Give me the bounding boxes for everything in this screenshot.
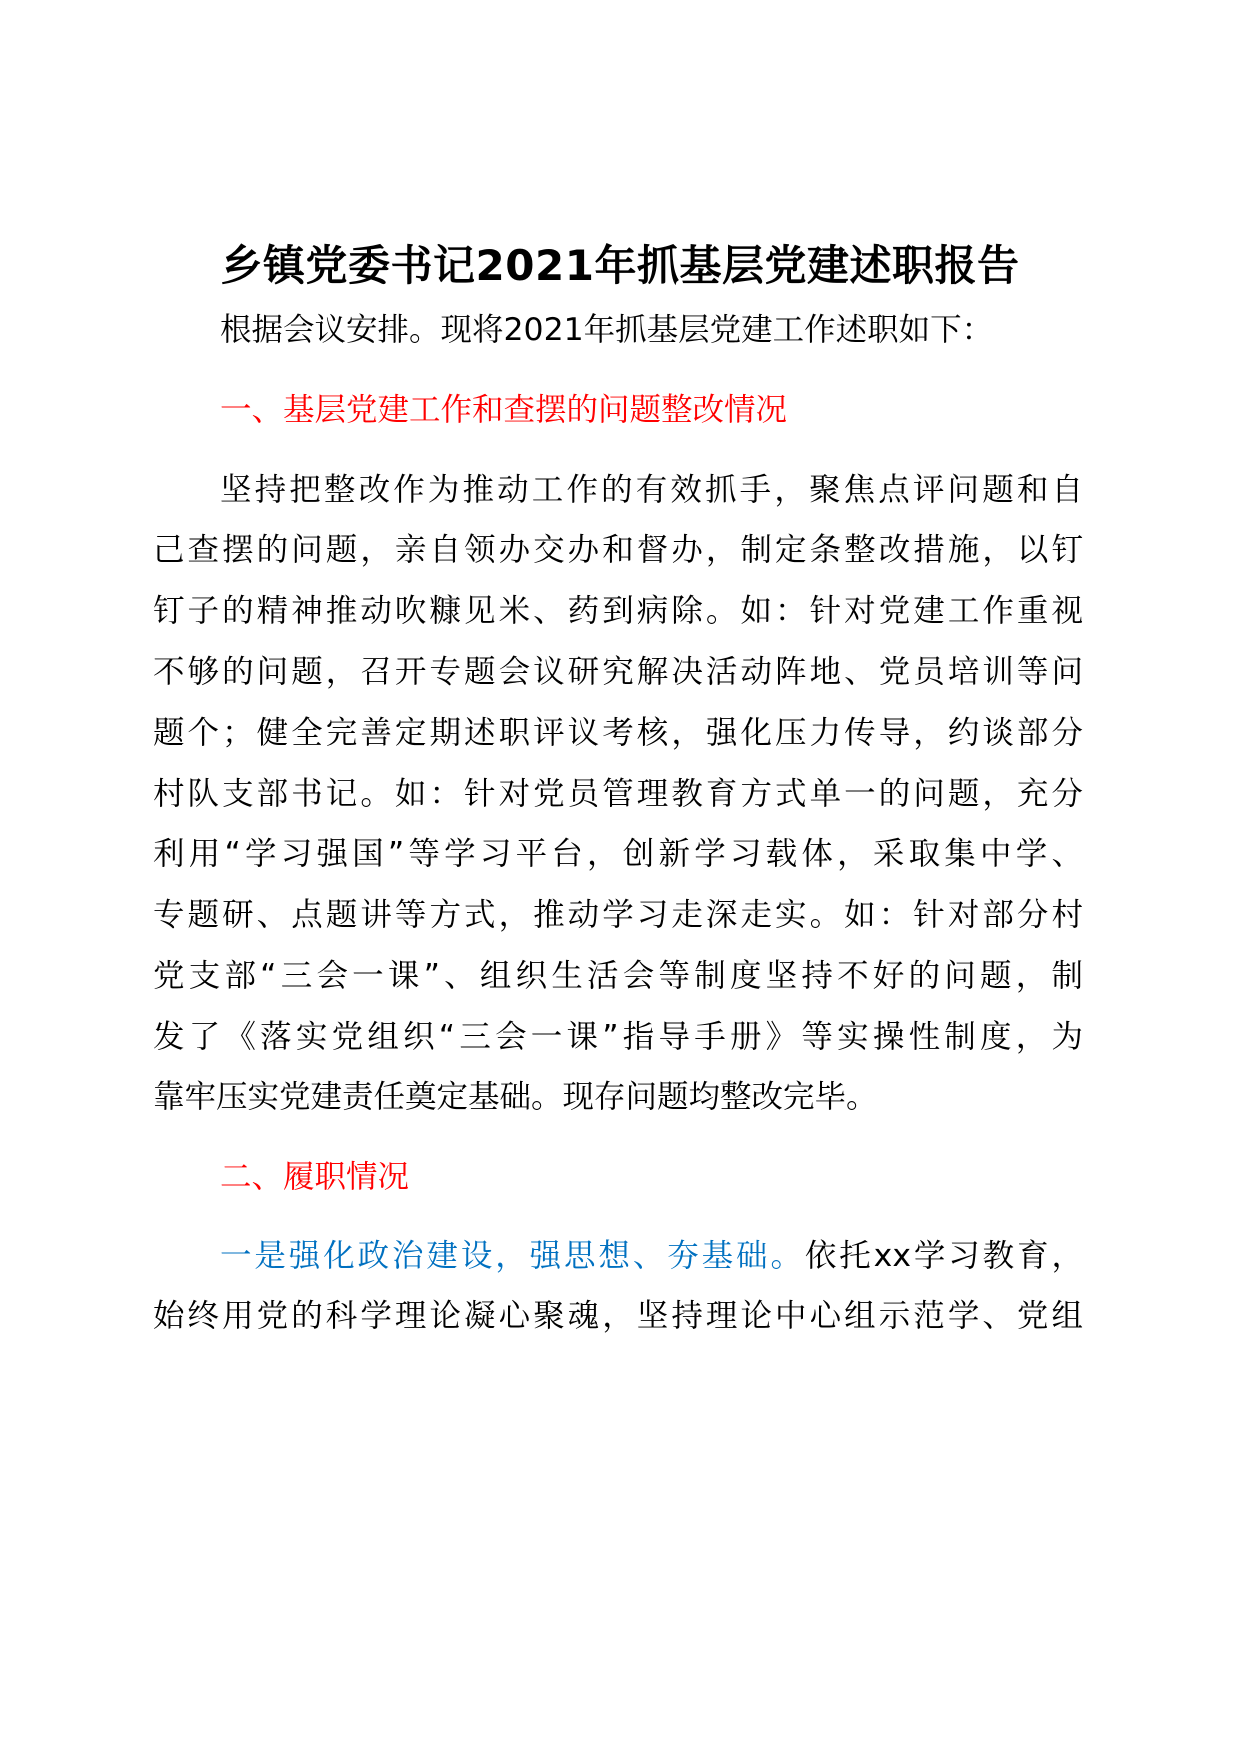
paragraph-line: 己查摆的问题，亲自领办交办和督办，制定条整改措施，以钉 [153, 532, 1083, 568]
section-heading-2: 二、履职情况 [220, 1159, 410, 1195]
paragraph-line: 不够的问题，召开专题会议研究解决活动阵地、党员培训等问 [153, 654, 1083, 690]
paragraph-line: 专题研、点题讲等方式，推动学习走深走实。如：针对部分村 [153, 897, 1083, 933]
paragraph-line: 村队支部书记。如：针对党员管理教育方式单一的问题，充分 [153, 776, 1083, 812]
paragraph-line: 靠牢压实党建责任奠定基础。现存问题均整改完毕。 [153, 1079, 878, 1115]
paragraph-line: 题个；健全完善定期述职评议考核，强化压力传导，约谈部分 [153, 715, 1083, 751]
paragraph-line: 始终用党的科学理论凝心聚魂，坚持理论中心组示范学、党组 [153, 1298, 1083, 1334]
paragraph-line: 党支部“三会一课”、组织生活会等制度坚持不好的问题，制 [153, 958, 1083, 994]
paragraph-text: 依托xx学习教育， [804, 1238, 1083, 1274]
document-title: 乡镇党委书记2021年抓基层党建述职报告 [220, 241, 1020, 290]
paragraph-line: 发了《落实党组织“三会一课”指导手册》等实操性制度，为 [153, 1019, 1083, 1055]
paragraph-line [220, 1234, 1083, 1278]
paragraph-line: 利用“学习强国”等学习平台，创新学习载体，采取集中学、 [153, 836, 1083, 872]
section-heading-1: 一、基层党建工作和查摆的问题整改情况 [220, 392, 788, 428]
highlight-phrase: 一是强化政治建设，强思想、夯基础。 [220, 1238, 805, 1274]
paragraph-line: 钉子的精神推动吹糠见米、药到病除。如：针对党建工作重视 [153, 593, 1083, 629]
intro-paragraph: 根据会议安排。现将2021年抓基层党建工作述职如下： [220, 312, 994, 348]
paragraph-line: 坚持把整改作为推动工作的有效抓手，聚焦点评问题和自 [220, 472, 1083, 508]
